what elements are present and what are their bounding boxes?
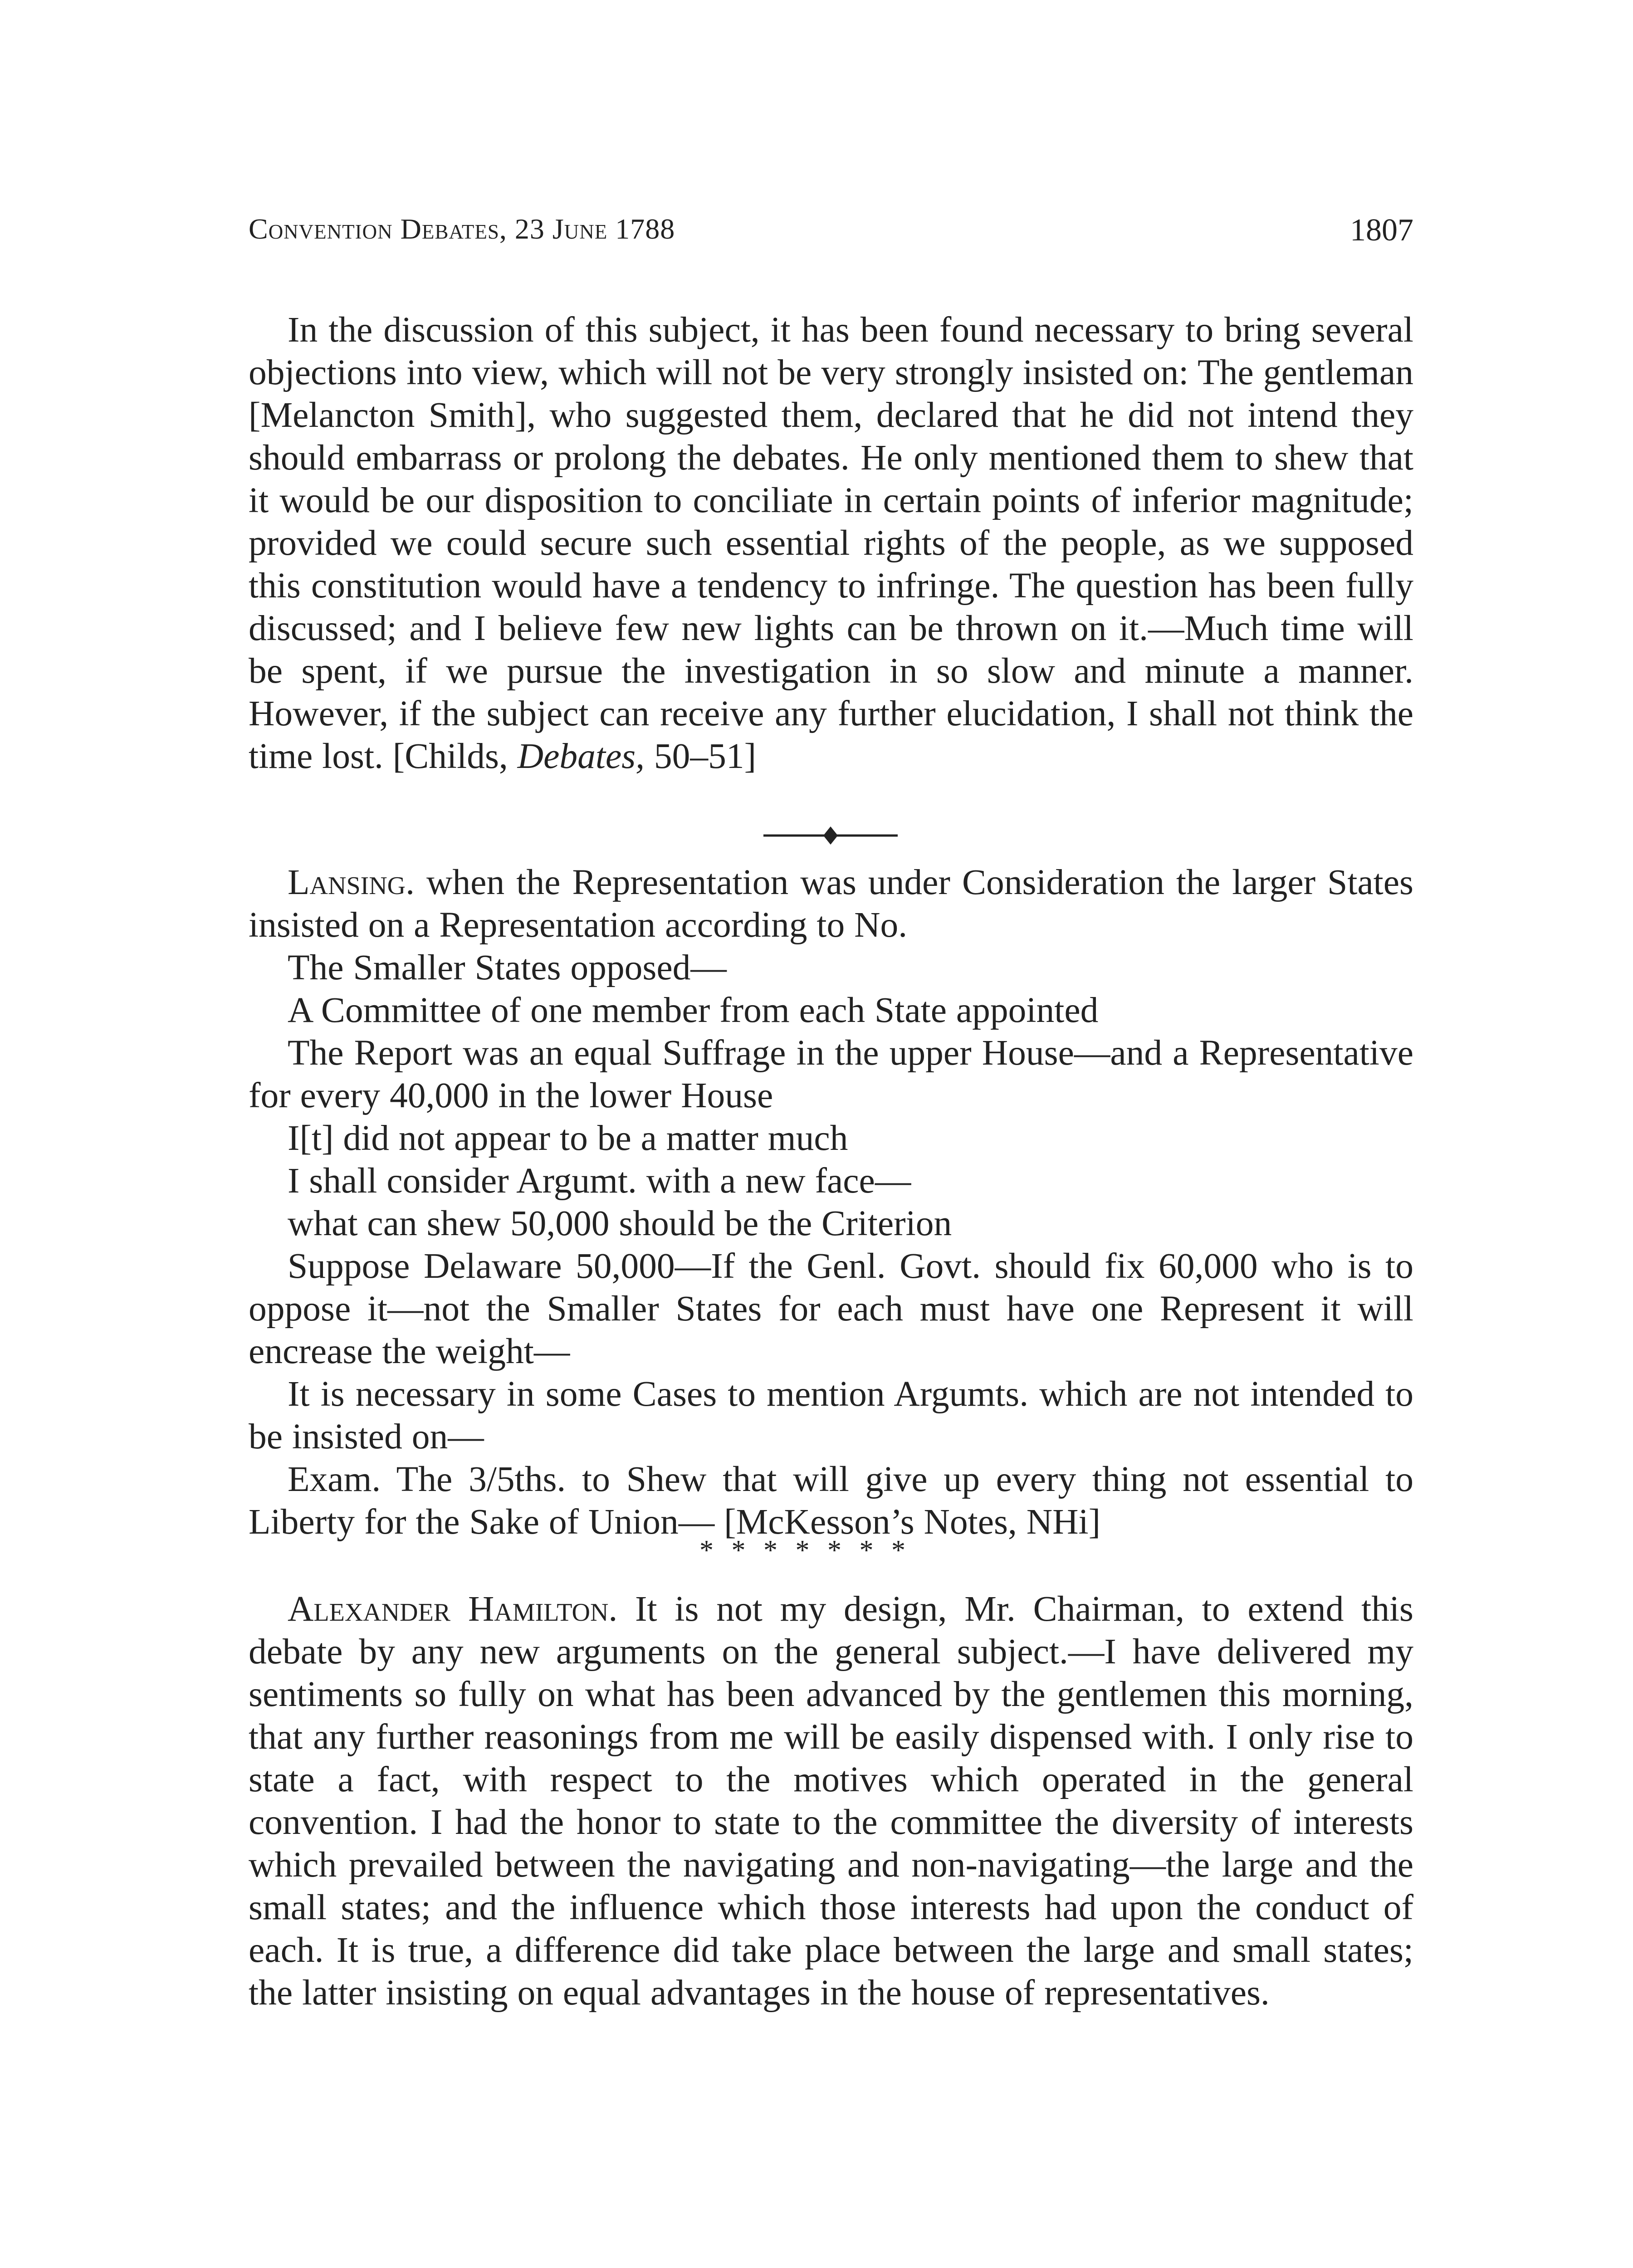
lansing-line-6: I shall consider Argumt. with a new face—	[288, 1161, 911, 1201]
page-number: 1807	[1350, 213, 1413, 248]
page-header	[249, 212, 1413, 249]
childs-debates-excerpt	[249, 308, 1413, 777]
lansing-line-7: what can shew 50,000 should be the Criterion	[288, 1203, 952, 1243]
lansing-line-8: Suppose Delaware 50,000—If the Genl. Govt. should fix 60,000 who is to oppose it—not the Smaller States for each must have one Represent it will encrease the weight—	[249, 1246, 1413, 1371]
mckesson-notes	[249, 861, 1413, 1543]
childs-debates-paragraph	[249, 308, 1413, 777]
speaker-lansing: Lansing.	[288, 862, 415, 902]
lansing-line-10: Exam. The 3/5ths. to Shew that will give up every thing not essential to Liberty for the Sake of Union— [McKesson’s Notes, NHi]	[249, 1459, 1413, 1542]
lansing-line-3: A Committee of one member from each State appointed	[288, 990, 1099, 1030]
lansing-line-1	[249, 861, 1413, 946]
section-divider-ornament	[762, 824, 900, 847]
asterisk-divider: * * * * * * *	[699, 1535, 911, 1566]
source-pages: 50–51]	[645, 736, 757, 776]
lansing-line-5: I[t] did not appear to be a matter much	[288, 1118, 848, 1158]
source-title: Debates,	[517, 736, 645, 776]
lansing-line-2: The Smaller States opposed—	[288, 948, 727, 987]
hamilton-speech	[249, 1588, 1413, 2014]
hamilton-paragraph	[249, 1588, 1413, 2014]
speaker-hamilton: Alexander Hamilton.	[288, 1589, 618, 1629]
lansing-line-1-text: when the Representation was under Consideration the larger States insisted on a Representation according to No.	[249, 862, 1413, 945]
hamilton-text: It is not my design, Mr. Chairman, to extend this debate by any new arguments on the general subject.—I have delivered my sentiments so fully on what has been advanced by the gentlemen this morning, that any further reasonings from me will be easily dispensed with. I only rise to state a fact, with respect to the motives which operated in the general convention. I had the honor to state to the committee the diversity of interests which prevailed between the navigating and non-navigating—the large and the small states; and the influence which those interests had upon the conduct of each. It is true, a difference did take place between the large and small states; the latter insisting on equal advantages in the house of representatives.	[249, 1589, 1413, 2013]
running-head: Convention Debates, 23 June 1788	[249, 213, 675, 245]
lansing-line-9: It is necessary in some Cases to mention Argumts. which are not intended to be insisted on—	[249, 1374, 1413, 1457]
childs-debates-text: In the discussion of this subject, it has been found necessary to bring several objections into view, which will not be very strongly insisted on: The gentleman [Melancton Smith], who suggested them, declared that he did not intend they should embarrass or prolong the debates. He only mentioned them to shew that it would be our disposition to conciliate in certain points of inferior magnitude; provided we could secure such essential rights of the people, as we supposed this constitution would have a tendency to infringe. The question has been fully discussed; and I believe few new lights can be thrown on it.—Much time will be spent, if we pursue the investigation in so slow and minute a manner. However, if the subject can receive any further elucidation, I shall not think the time lost. [Childs,	[249, 310, 1413, 776]
lansing-line-4: The Report was an equal Suffrage in the upper House—and a Representative for every 40,000 in the lower House	[249, 1033, 1413, 1115]
